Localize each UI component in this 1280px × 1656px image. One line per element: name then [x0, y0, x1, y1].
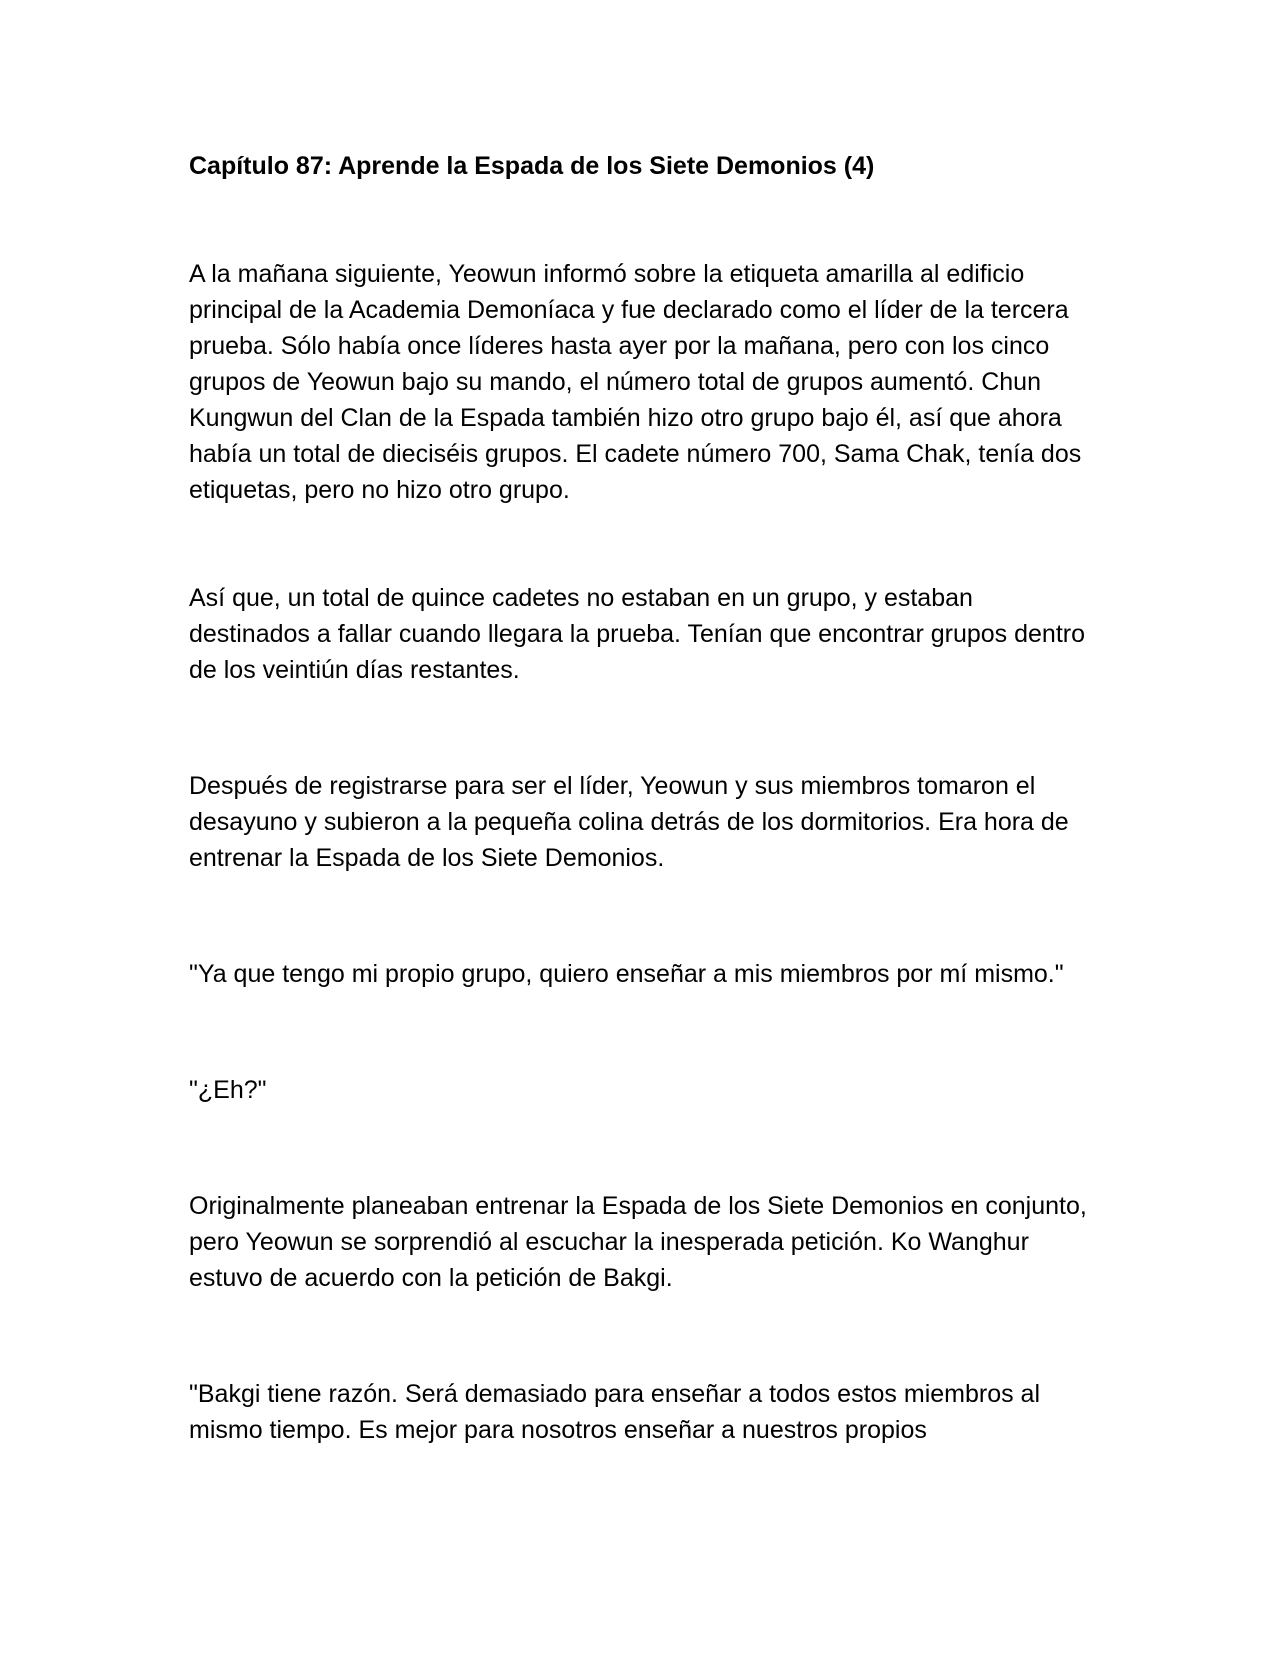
chapter-title: Capítulo 87: Aprende la Espada de los Siete Demonios (4) — [189, 152, 875, 180]
paragraph-3: Después de registrarse para ser el líder, Yeowun y sus miembros tomaron el desayuno y subieron a la pequeña colina detrás de los dormitorios. Era hora de entrenar la Espada de los Siete Demonios. — [189, 772, 1069, 872]
paragraph-7: "Bakgi tiene razón. Será demasiado para enseñar a todos estos miembros al mismo tiempo. Es mejor para nosotros enseñar a nuestros propios — [189, 1380, 1041, 1444]
paragraph-2: Así que, un total de quince cadetes no estaban en un grupo, y estaban destinados a fallar cuando llegara la prueba. Tenían que encontrar grupos dentro de los veintiún días restantes. — [189, 584, 1085, 684]
paragraph-1: A la mañana siguiente, Yeowun informó sobre la etiqueta amarilla al edificio principal de la Academia Demoníaca y fue declarado como el líder de la tercera prueba. Sólo había once líderes hasta ayer por la mañana, pero con los cinco grupos de Yeowun bajo su mando, el número total de grupos aumentó. Chun Kungwun del Clan de la Espada también hizo otro grupo bajo él, así que ahora había un total de dieciséis grupos. El cadete número 700, Sama Chak, tenía dos etiquetas, pero no hizo otro grupo. — [189, 260, 1082, 504]
paragraph-5: "¿Eh?" — [189, 1076, 267, 1104]
paragraph-4: "Ya que tengo mi propio grupo, quiero enseñar a mis miembros por mí mismo." — [189, 960, 1064, 988]
paragraph-6: Originalmente planeaban entrenar la Espada de los Siete Demonios en conjunto, pero Yeowun se sorprendió al escuchar la inesperada petición. Ko Wanghur estuvo de acuerdo con la petición de Bakgi. — [189, 1192, 1087, 1292]
document-body — [189, 148, 1094, 1448]
